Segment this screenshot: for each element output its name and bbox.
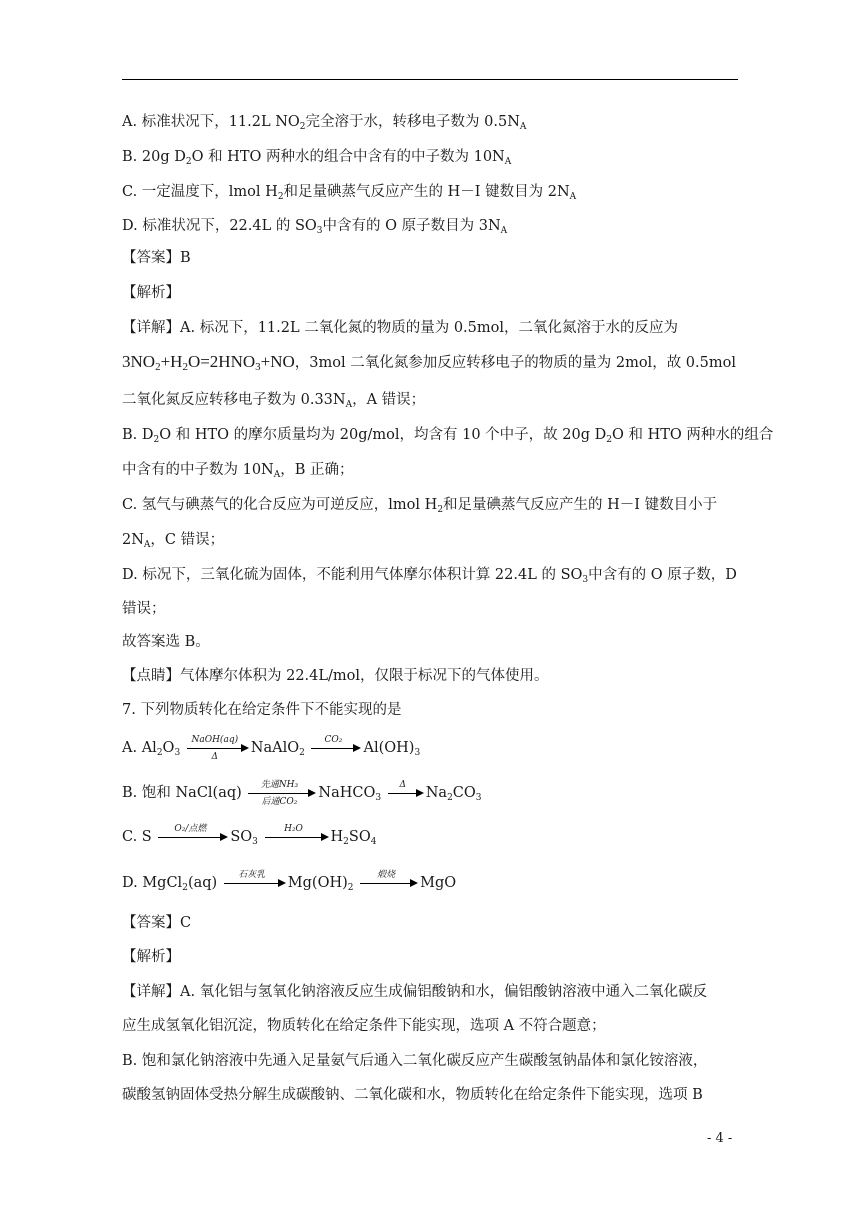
q6-answer: 【答案】B [122,250,191,266]
q6-detail-line-5: 中含有的中子数为 $10N_A$，B 正确； [122,462,354,480]
q6-analysis-heading: 【解析】 [122,285,180,301]
page-number: - 4 - [707,1131,733,1146]
q7-detail-line-4: 碳酸氢钠固体受热分解生成碳酸钠、二氧化碳和水，物质转化在给定条件下能实现，选项 B [122,1087,703,1103]
reaction-arrow: H₂O [265,837,329,838]
q6-detail-line-9: 错误； [122,601,166,617]
q6-option-a: A. 标准状况下，11.2L $NO_2$完全溶于水，转移电子数为 $0.5N_A$ [122,114,527,132]
reaction-arrow: 煅烧 [360,883,418,884]
header-rule [122,79,738,80]
q6-detail-line-7: $2N_A$，C 错误； [122,532,225,550]
q6-tip: 【点睛】气体摩尔体积为 22.4L/mol，仅限于标况下的气体使用。 [122,668,549,684]
q6-detail-line-6: C. 氢气与碘蒸气的化合反应为可逆反应，lmol $H_2$和足量碘蒸气反应产生的 H－I 键数目小于 [122,497,718,515]
q7-option-a: A. $Al_2O_3$ NaOH(aq) Δ NaAlO$_2$ CO₂ $Al(OH)_3$ [122,734,421,762]
q7-option-d: D. MgCl$_2$(aq) 石灰乳 $Mg(OH)_2$ 煅烧 MgO [122,869,457,893]
q7-option-b: B. 饱和 NaCl(aq) 先通NH₃ 后通CO₂ NaHCO$_3$ Δ $Na_2CO_3$ [122,779,482,807]
reaction-arrow: NaOH(aq) Δ [187,748,249,749]
q7-detail-line-3: B. 饱和氯化钠溶液中先通入足量氨气后通入二氧化碳反应产生碳酸氢钠晶体和氯化铵溶液， [122,1053,708,1069]
q7-option-c: C. S O₂/点燃 $SO_3$ H₂O $H_2SO_4$ [122,823,377,847]
q6-option-d: D. 标准状况下，22.4L 的 $SO_3$中含有的 O 原子数目为 $3N_A$ [122,218,508,236]
q6-detail-line-4: B. $D_2O$ 和 HTO 的摩尔质量均为 20g/mol，均含有 10 个中子，故 20g $D_2O$ 和 HTO 两种水的组合 [122,427,774,445]
reaction-arrow: Δ [388,793,424,794]
reaction-arrow: O₂/点燃 [158,837,228,838]
q6-detail-line-3: 二氧化氮反应转移电子数为 $0.33N_A$，A 错误； [122,392,426,410]
reaction-arrow: 石灰乳 [224,883,286,884]
q6-option-c: C. 一定温度下，lmol $H_2$和足量碘蒸气反应产生的 H－I 键数目为 $2N_A$ [122,184,577,202]
q6-detail-line-8: D. 标况下，三氧化硫为固体，不能利用气体摩尔体积计算 22.4L 的 $SO_3$中含有的 O 原子数，D [122,567,737,585]
q6-detail-line-2: $3NO_2+H_2O=2HNO_3+NO$，3mol 二氧化氮参加反应转移电子的物质的量为 2mol，故 0.5mol [122,352,736,373]
q6-conclusion: 故答案选 B。 [122,634,210,650]
q7-stem: 7. 下列物质转化在给定条件下不能实现的是 [122,702,402,718]
q6-detail-line-1: 【详解】A. 标况下，11.2L 二氧化氮的物质的量为 0.5mol，二氧化氮溶于水的反应为 [122,320,678,336]
q7-analysis-heading: 【解析】 [122,949,180,965]
q7-answer: 【答案】C [122,915,192,931]
reaction-arrow: CO₂ [311,748,361,749]
reaction-arrow: 先通NH₃ 后通CO₂ [248,793,316,794]
q6-option-b: B. 20g $D_2O$ 和 HTO 两种水的组合中含有的中子数为 $10N_A$ [122,149,512,167]
reaction-equation: $3NO_2+H_2O=2HNO_3+NO$ [122,352,295,373]
q7-detail-line-1: 【详解】A. 氧化铝与氢氧化钠溶液反应生成偏铝酸钠和水，偏铝酸钠溶液中通入二氧化碳反 [122,984,708,1000]
q7-detail-line-2: 应生成氢氧化铝沉淀，物质转化在给定条件下能实现，选项 A 不符合题意； [122,1018,606,1034]
